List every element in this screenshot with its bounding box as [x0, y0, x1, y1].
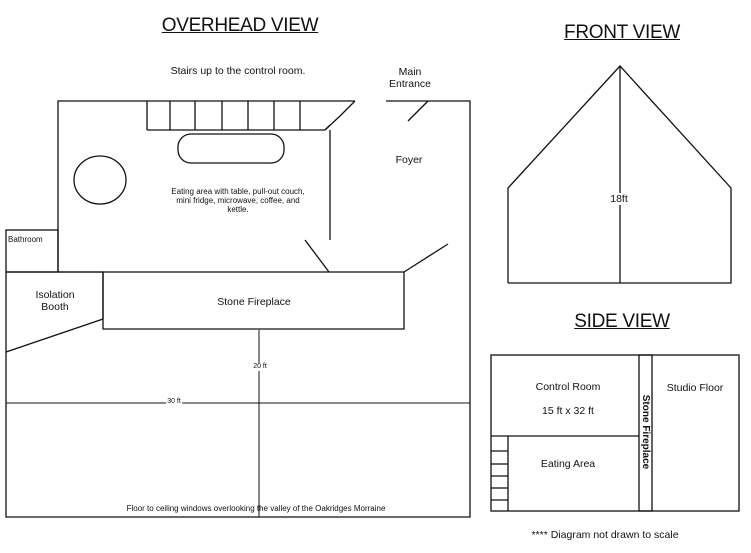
- scale-note: **** Diagram not drawn to scale: [531, 529, 679, 541]
- windows-note: Floor to ceiling windows overlooking the valley of the Oakridges Morraine: [126, 504, 386, 513]
- isolation-booth-label: [35, 289, 74, 313]
- bathroom-label: Bathroom: [8, 235, 43, 244]
- overhead-view-title: OVERHEAD VIEW: [161, 15, 319, 36]
- studio-floor-label: Studio Floor: [666, 382, 724, 394]
- main-entrance-label: [389, 66, 431, 90]
- main-entrance-line1: Main: [398, 66, 422, 78]
- eating-area-line3: kettle.: [227, 205, 249, 215]
- control-room-size-label: 15 ft x 32 ft: [542, 405, 594, 417]
- eating-area-door: [305, 240, 329, 272]
- front-view-title: FRONT VIEW: [564, 22, 680, 43]
- side-view-stairs: [491, 451, 508, 500]
- foyer-label: Foyer: [395, 154, 423, 166]
- main-entrance-line2: Entrance: [388, 78, 432, 91]
- eating-area-line2: mini fridge, microwave, coffee, and: [176, 196, 300, 206]
- eating-area-line1: Eating area with table, pull-out couch,: [171, 187, 305, 196]
- stairs-note: Stairs up to the control room.: [170, 65, 306, 77]
- control-room-label: Control Room: [535, 381, 601, 393]
- isolation-booth-line1: Isolation: [35, 289, 75, 301]
- stairs: [147, 101, 355, 130]
- foyer-door: [404, 244, 448, 272]
- width-label: 30 ft: [167, 398, 181, 405]
- front-view-height-label: 18ft: [610, 193, 628, 205]
- round-table: [74, 156, 126, 204]
- side-eating-area-label: Eating Area: [540, 458, 596, 470]
- side-view-outline: [491, 355, 739, 511]
- stone-fireplace-label: Stone Fireplace: [217, 296, 291, 308]
- isolation-booth-line2: Booth: [41, 301, 69, 314]
- side-view-title: SIDE VIEW: [574, 311, 670, 332]
- side-fireplace-label: Stone Fireplace: [639, 394, 651, 470]
- main-entrance-door: [408, 101, 428, 121]
- couch: [178, 134, 284, 163]
- eating-area-label: [171, 187, 304, 215]
- depth-label: 20 ft: [253, 363, 267, 370]
